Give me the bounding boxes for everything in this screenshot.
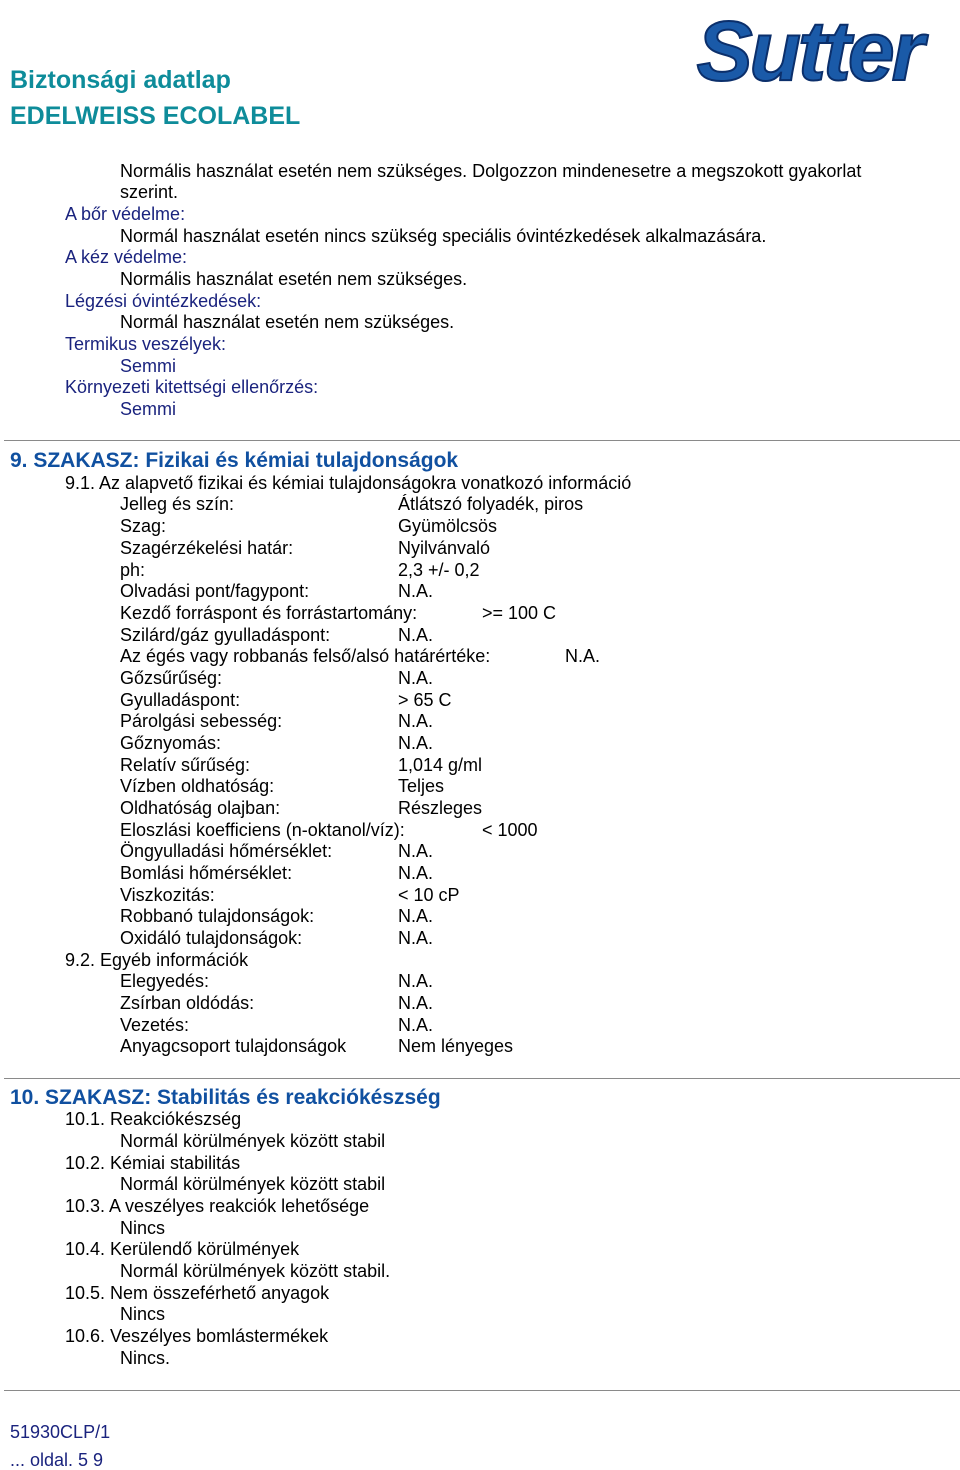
prop-label: Vezetés: <box>120 1015 190 1035</box>
respiratory-label: Légzési óvintézkedések: <box>65 291 262 311</box>
prop-value: > 65 C <box>398 690 452 710</box>
prop-value: N.A. <box>398 581 434 601</box>
prop-label: Relatív sűrűség: <box>120 755 251 775</box>
subsection-text: Nincs <box>120 1218 166 1238</box>
prop-label: Gőzsűrűség: <box>120 668 223 688</box>
prop-value: 2,3 +/- 0,2 <box>398 560 480 580</box>
prop-label: Vízben oldhatóság: <box>120 776 275 796</box>
prop-label: Párolgási sebesség: <box>120 711 283 731</box>
subsection-label: 10.1. Reakciókészség <box>65 1109 242 1129</box>
prop-label: Bomlási hőmérséklet: <box>120 863 293 883</box>
prop-label: Elegyedés: <box>120 971 210 991</box>
skin-protection-text: Normál használat esetén nincs szükség speciális óvintézkedések alkalmazására. <box>120 226 767 246</box>
subsection-text: Nincs <box>120 1304 166 1324</box>
section-divider <box>4 1078 960 1079</box>
subsection-label: 10.2. Kémiai stabilitás <box>65 1153 241 1173</box>
section-10-heading: 10. SZAKASZ: Stabilitás és reakciókészség <box>10 1086 441 1109</box>
prop-value: N.A. <box>398 928 434 948</box>
prop-label: Szagérzékelési határ: <box>120 538 294 558</box>
prop-value: N.A. <box>565 646 601 666</box>
prop-value: N.A. <box>398 993 434 1013</box>
prop-value: < 1000 <box>482 820 538 840</box>
prop-label: Gőznyomás: <box>120 733 222 753</box>
thermal-hazards-text: Semmi <box>120 356 177 376</box>
subsection-9-1: 9.1. Az alapvető fizikai és kémiai tulajdonságokra vonatkozó információ <box>65 473 632 493</box>
prop-value: N.A. <box>398 668 434 688</box>
logo-text: Sutter <box>696 4 922 98</box>
prop-value: N.A. <box>398 841 434 861</box>
prop-value: N.A. <box>398 906 434 926</box>
prop-label: Eloszlási koefficiens (n-oktanol/víz): <box>120 820 405 840</box>
prop-label: Öngyulladási hőmérséklet: <box>120 841 333 861</box>
document-code: 51930CLP/1 <box>10 1422 111 1442</box>
prop-value: Átlátszó folyadék, piros <box>398 494 584 514</box>
text-line: Normális használat esetén nem szükséges. Dolgozzon mindenesetre a megszokott gyakorlat <box>120 161 862 181</box>
prop-value: 1,014 g/ml <box>398 755 483 775</box>
prop-value: N.A. <box>398 711 434 731</box>
thermal-hazards-label: Termikus veszélyek: <box>65 334 227 354</box>
subsection-label: 10.5. Nem összeférhető anyagok <box>65 1283 330 1303</box>
respiratory-text: Normál használat esetén nem szükséges. <box>120 312 455 332</box>
prop-label: Oxidáló tulajdonságok: <box>120 928 303 948</box>
prop-value: N.A. <box>398 625 434 645</box>
text-line: szerint. <box>120 182 179 202</box>
subsection-text: Normál körülmények között stabil <box>120 1174 386 1194</box>
page-number: ... oldal. 5 9 <box>10 1450 104 1470</box>
prop-value: Nem lényeges <box>398 1036 514 1056</box>
section-divider <box>4 440 960 441</box>
prop-label: Olvadási pont/fagypont: <box>120 581 310 601</box>
prop-value: Nyilvánvaló <box>398 538 491 558</box>
prop-value: Teljes <box>398 776 445 796</box>
prop-label: Kezdő forráspont és forrástartomány: <box>120 603 418 623</box>
subsection-text: Nincs. <box>120 1348 171 1368</box>
prop-label: Szilárd/gáz gyulladáspont: <box>120 625 331 645</box>
subsection-label: 10.4. Kerülendő körülmények <box>65 1239 300 1259</box>
prop-label: Oldhatóság olajban: <box>120 798 281 818</box>
prop-value: >= 100 C <box>482 603 557 623</box>
prop-label: Anyagcsoport tulajdonságok <box>120 1036 347 1056</box>
prop-value: Gyümölcsös <box>398 516 498 536</box>
hand-protection-text: Normális használat esetén nem szükséges. <box>120 269 468 289</box>
subsection-text: Normál körülmények között stabil. <box>120 1261 391 1281</box>
prop-label: Zsírban oldódás: <box>120 993 255 1013</box>
subsection-label: 10.6. Veszélyes bomlástermékek <box>65 1326 329 1346</box>
section-9-heading: 9. SZAKASZ: Fizikai és kémiai tulajdonságok <box>10 449 459 472</box>
document-title: Biztonsági adatlap <box>10 66 231 94</box>
prop-label: Robbanó tulajdonságok: <box>120 906 315 926</box>
prop-label: Gyulladáspont: <box>120 690 241 710</box>
prop-label: Viszkozitás: <box>120 885 215 905</box>
prop-value: < 10 cP <box>398 885 460 905</box>
subsection-text: Normál körülmények között stabil <box>120 1131 386 1151</box>
env-exposure-label: Környezeti kitettségi ellenőrzés: <box>65 377 319 397</box>
subsection-label: 10.3. A veszélyes reakciók lehetősége <box>65 1196 370 1216</box>
skin-protection-label: A bőr védelme: <box>65 204 186 224</box>
prop-label: Az égés vagy robbanás felső/alsó határértéke: <box>120 646 491 666</box>
prop-value: N.A. <box>398 1015 434 1035</box>
product-name: EDELWEISS ECOLABEL <box>10 102 301 130</box>
prop-label: ph: <box>120 560 146 580</box>
footer-divider <box>4 1390 960 1391</box>
env-exposure-text: Semmi <box>120 399 177 419</box>
prop-value: Részleges <box>398 798 483 818</box>
prop-value: N.A. <box>398 971 434 991</box>
prop-label: Jelleg és szín: <box>120 494 235 514</box>
subsection-9-2: 9.2. Egyéb információk <box>65 950 249 970</box>
sutter-logo <box>674 2 944 102</box>
prop-value: N.A. <box>398 863 434 883</box>
prop-label: Szag: <box>120 516 167 536</box>
prop-value: N.A. <box>398 733 434 753</box>
hand-protection-label: A kéz védelme: <box>65 247 188 267</box>
